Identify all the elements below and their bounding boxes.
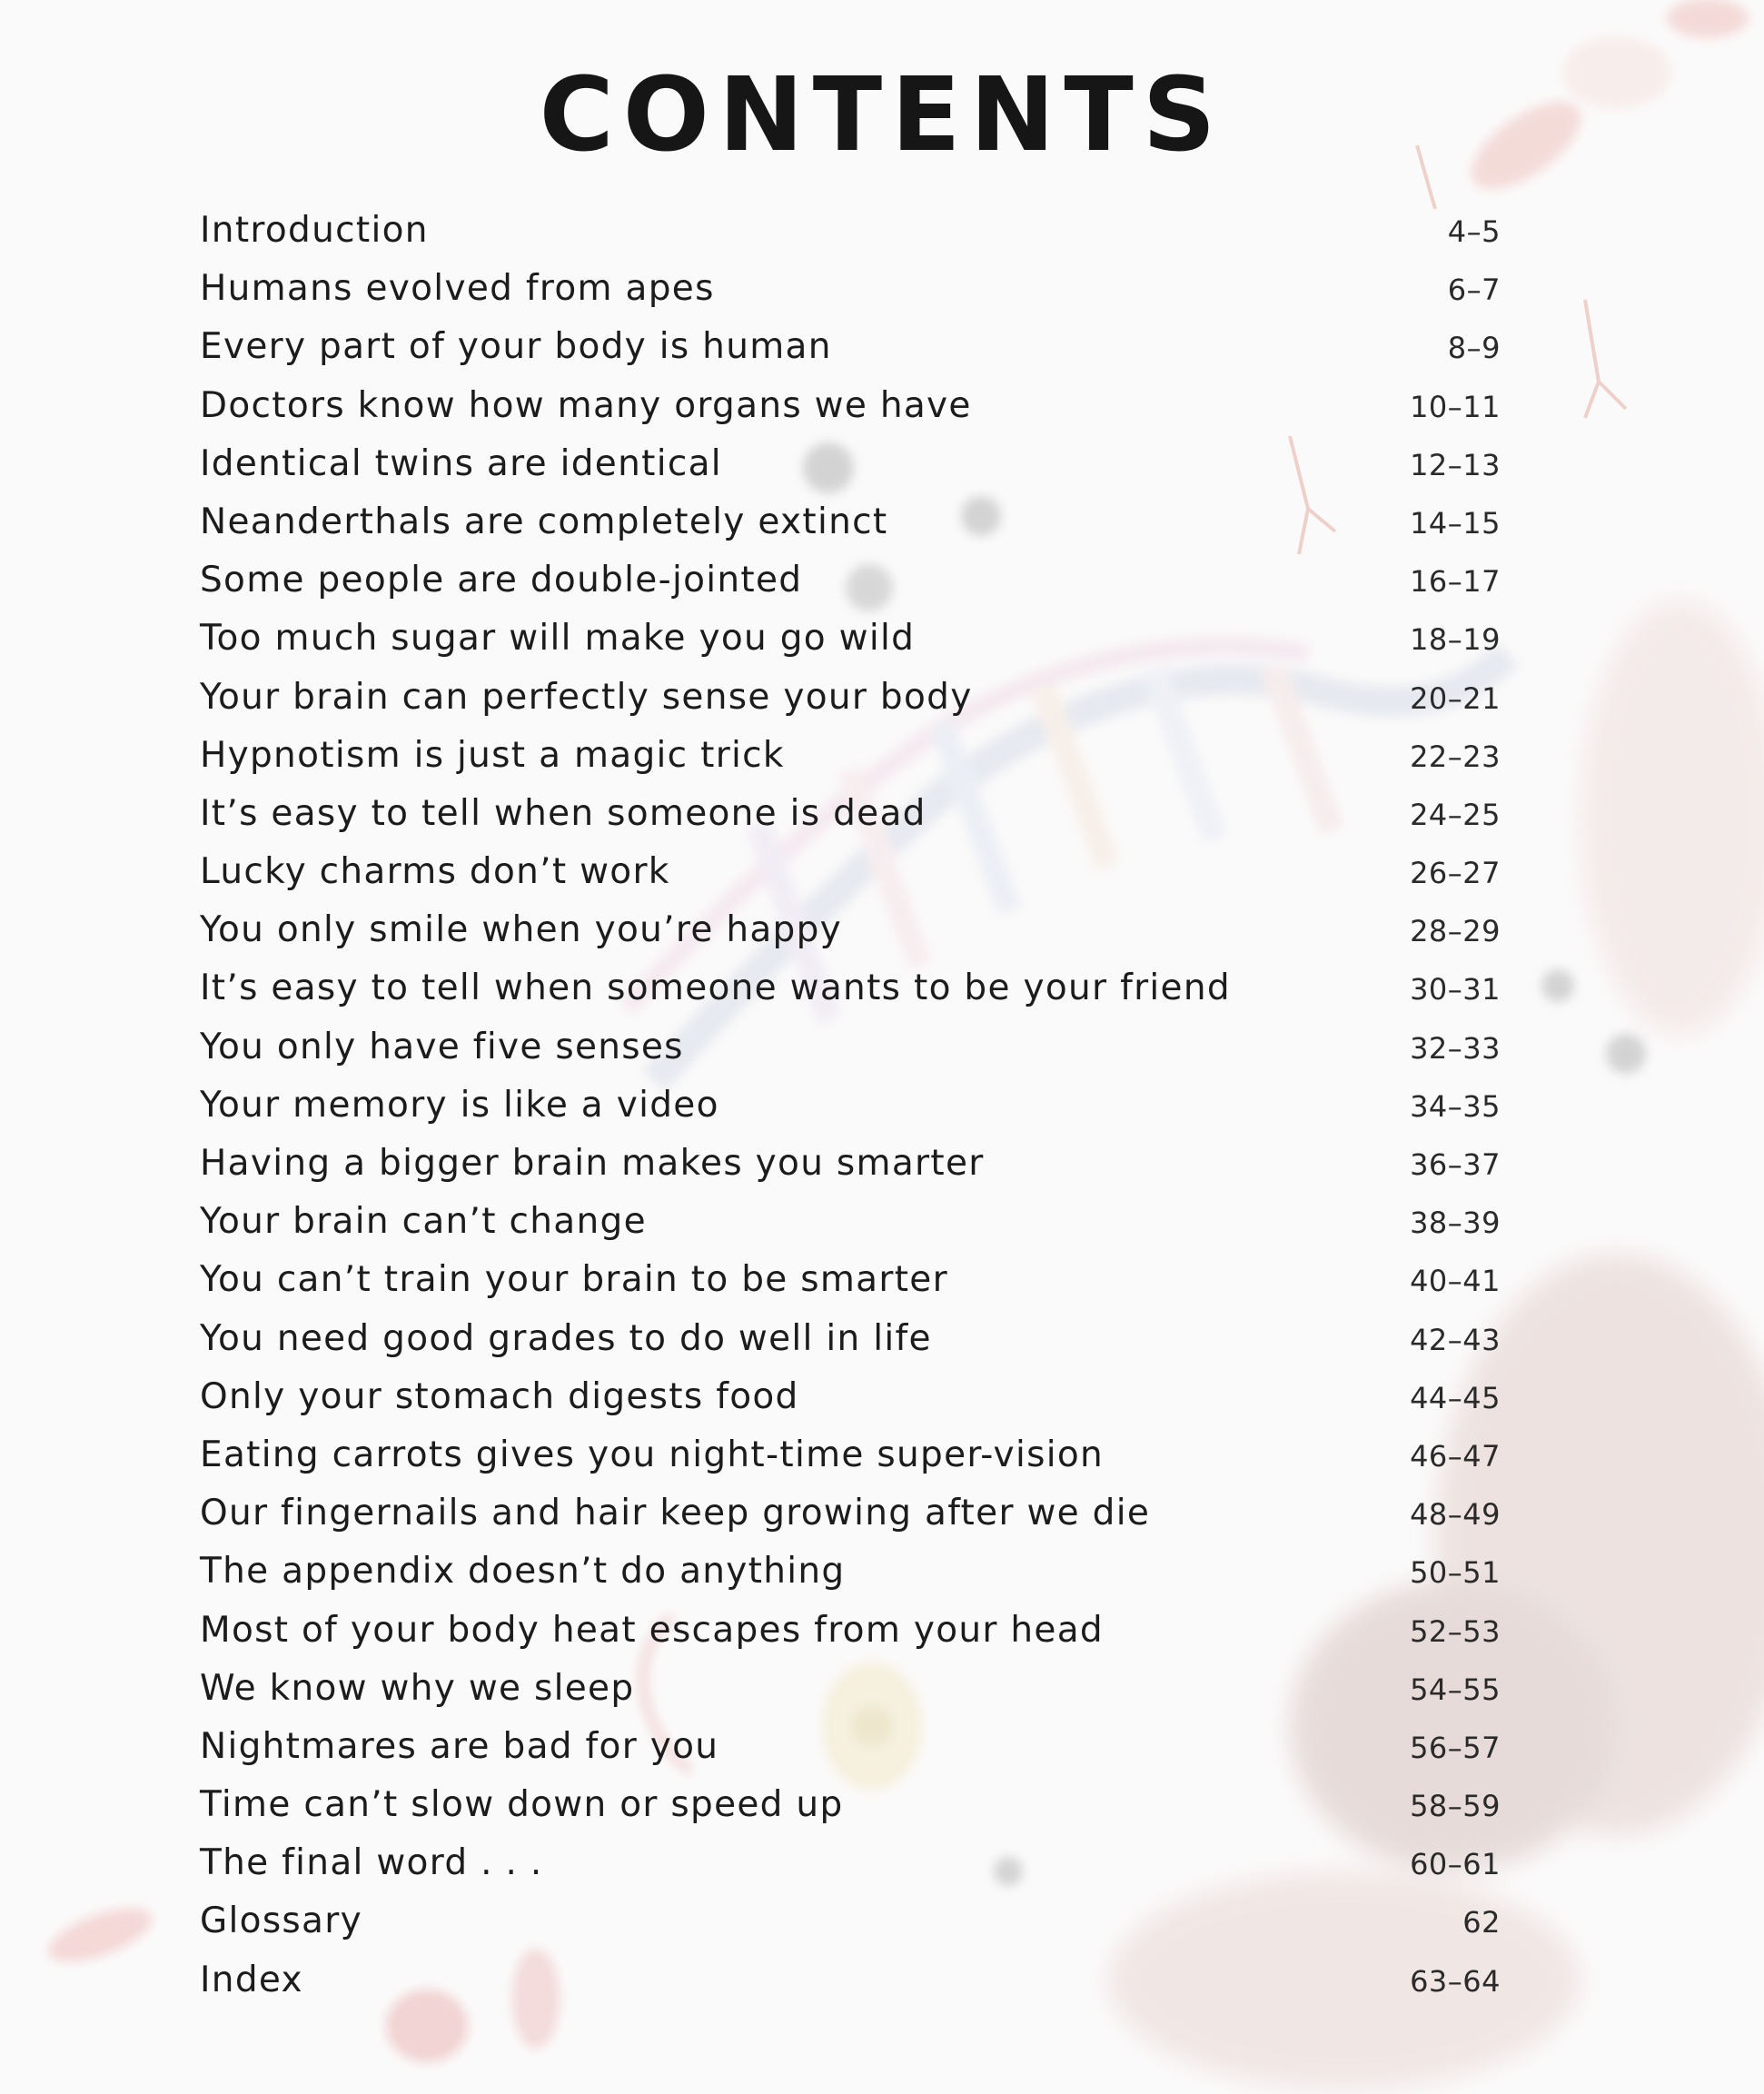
toc-entry: [200, 735, 1501, 793]
toc-entry-title: Only your stomach digests food: [200, 1375, 799, 1417]
toc-entry: [200, 1493, 1501, 1551]
toc-entry: [200, 1610, 1501, 1668]
toc-entry-title: The final word . . .: [200, 1842, 543, 1884]
toc-entry-pages: 36–37: [1410, 1147, 1501, 1182]
toc-entry: [200, 677, 1501, 735]
toc-entry-title: Hypnotism is just a magic trick: [200, 734, 785, 776]
toc-entry-pages: 38–39: [1410, 1206, 1501, 1241]
toc-entry-pages: 34–35: [1410, 1088, 1501, 1124]
toc-entry-title: Your brain can’t change: [200, 1201, 647, 1243]
toc-entry: [200, 793, 1501, 851]
toc-entry-title: You only smile when you’re happy: [200, 909, 843, 951]
toc-entry: [200, 1376, 1501, 1434]
toc-entry: [200, 968, 1501, 1026]
toc-entry: [200, 1318, 1501, 1376]
toc-entry: [200, 501, 1501, 560]
toc-entry-title: Every part of your body is human: [200, 326, 832, 368]
toc-entry-pages: 40–41: [1410, 1264, 1501, 1299]
toc-entry: [200, 268, 1501, 326]
toc-entry-title: We know why we sleep: [200, 1667, 635, 1709]
toc-entry-pages: 12–13: [1410, 447, 1501, 482]
toc-entry: [200, 443, 1501, 501]
toc-entry: [200, 326, 1501, 384]
toc-entry-pages: 18–19: [1410, 622, 1501, 658]
toc-entry-pages: 44–45: [1410, 1380, 1501, 1415]
toc-entry: [200, 618, 1501, 676]
toc-entry: [200, 1551, 1501, 1609]
toc-entry-pages: 32–33: [1410, 1030, 1501, 1066]
toc-entry-pages: 14–15: [1410, 505, 1501, 541]
toc-entry: [200, 210, 1501, 268]
toc-entry-title: You only have five senses: [200, 1026, 684, 1067]
toc-entry-title: Your brain can perfectly sense your body: [200, 676, 973, 718]
toc-entry-title: Your memory is like a video: [200, 1084, 719, 1126]
toc-entry-pages: 8–9: [1447, 331, 1501, 366]
toc-entry: [200, 851, 1501, 909]
toc-entry-pages: 50–51: [1410, 1555, 1501, 1591]
toc-entry-title: Too much sugar will make you go wild: [200, 618, 916, 660]
toc-entry: [200, 1900, 1501, 1959]
toc-entry-title: The appendix doesn’t do anything: [200, 1551, 846, 1593]
toc-entry-pages: 48–49: [1410, 1497, 1501, 1533]
toc-entry-title: You need good grades to do well in life: [200, 1317, 932, 1359]
toc-entry-pages: 26–27: [1410, 856, 1501, 891]
toc-entry-title: It’s easy to tell when someone is dead: [200, 792, 927, 834]
toc-entry-pages: 42–43: [1410, 1322, 1501, 1357]
toc-entry: [200, 1259, 1501, 1317]
table-of-contents: [200, 210, 1501, 2018]
toc-entry-title: Time can’t slow down or speed up: [200, 1784, 844, 1826]
toc-entry-title: Lucky charms don’t work: [200, 851, 670, 893]
toc-entry-pages: 6–7: [1447, 273, 1501, 308]
toc-entry: [200, 1085, 1501, 1143]
toc-entry-title: Introduction: [200, 210, 429, 251]
toc-entry-title: You can’t train your brain to be smarter: [200, 1259, 948, 1301]
toc-entry: [200, 1143, 1501, 1201]
toc-entry-pages: 60–61: [1410, 1847, 1501, 1882]
toc-entry-pages: 30–31: [1410, 972, 1501, 1007]
toc-entry: [200, 385, 1501, 443]
toc-entry-pages: 20–21: [1410, 680, 1501, 716]
toc-entry-pages: 28–29: [1410, 914, 1501, 949]
toc-entry-pages: 16–17: [1410, 564, 1501, 600]
toc-entry-pages: 58–59: [1410, 1789, 1501, 1824]
toc-entry: [200, 1434, 1501, 1493]
toc-entry: [200, 1842, 1501, 1900]
toc-entry: [200, 1784, 1501, 1842]
toc-entry: [200, 1027, 1501, 1085]
toc-entry-title: Neanderthals are completely extinct: [200, 501, 888, 542]
toc-entry-title: Glossary: [200, 1900, 362, 1942]
toc-entry-pages: 10–11: [1410, 389, 1501, 424]
toc-entry: [200, 1726, 1501, 1784]
toc-entry-title: Our fingernails and hair keep growing after we die: [200, 1493, 1151, 1534]
toc-entry-pages: 52–53: [1410, 1613, 1501, 1649]
toc-entry: [200, 560, 1501, 618]
toc-entry-title: Identical twins are identical: [200, 442, 722, 484]
toc-entry-title: Eating carrots gives you night-time super-vision: [200, 1434, 1105, 1475]
toc-entry-title: Index: [200, 1959, 303, 2000]
toc-entry-pages: 63–64: [1410, 1963, 1501, 1999]
toc-entry-title: It’s easy to tell when someone wants to be your friend: [200, 968, 1231, 1009]
toc-entry-pages: 24–25: [1410, 797, 1501, 832]
toc-entry-title: Humans evolved from apes: [200, 268, 715, 310]
toc-entry-title: Doctors know how many organs we have: [200, 384, 972, 426]
toc-entry-title: Having a bigger brain makes you smarter: [200, 1143, 985, 1184]
toc-entry-pages: 46–47: [1410, 1438, 1501, 1474]
toc-entry: [200, 1201, 1501, 1259]
toc-entry-title: Most of your body heat escapes from your head: [200, 1609, 1104, 1651]
toc-entry-pages: 62: [1462, 1905, 1501, 1940]
toc-entry-title: Some people are double-jointed: [200, 560, 803, 601]
page-title: CONTENTS: [539, 56, 1225, 174]
toc-entry-title: Nightmares are bad for you: [200, 1725, 719, 1767]
toc-entry-pages: 56–57: [1410, 1730, 1501, 1765]
toc-entry: [200, 909, 1501, 968]
toc-entry: [200, 1960, 1501, 2018]
toc-entry-pages: 4–5: [1447, 214, 1501, 249]
toc-entry: [200, 1668, 1501, 1726]
toc-entry-pages: 22–23: [1410, 739, 1501, 774]
toc-entry-pages: 54–55: [1410, 1672, 1501, 1707]
